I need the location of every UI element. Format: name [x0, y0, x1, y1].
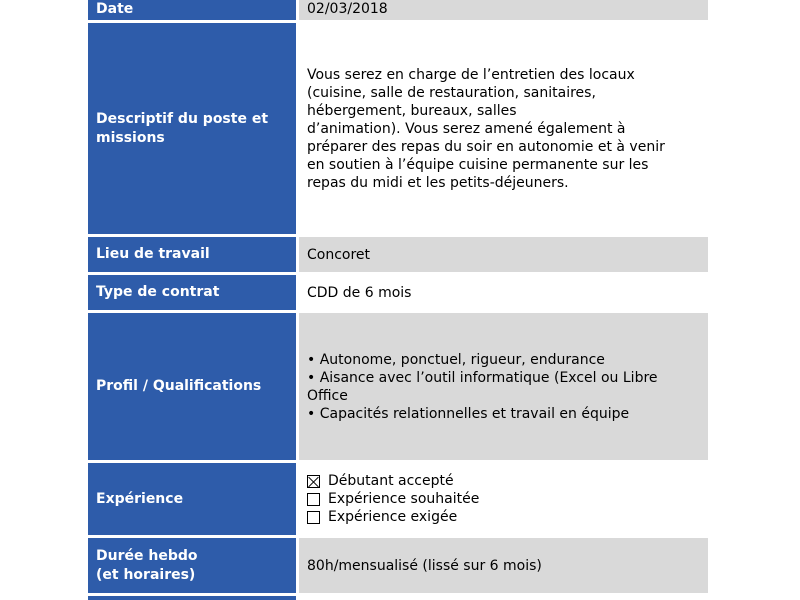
experience-option-exigee[interactable] [307, 508, 479, 526]
label-contrat: Type de contrat [88, 275, 296, 310]
profil-bullet: • Aisance avec l’outil informatique (Excel ou Libre Office [307, 369, 658, 404]
label-description: Descriptif du poste et missions [88, 23, 296, 234]
label-profil: Profil / Qualifications [88, 313, 296, 460]
value-date: 02/03/2018 [299, 0, 708, 20]
profil-bullet: • Capacités relationnelles et travail en équipe [307, 405, 630, 422]
row-description [88, 20, 708, 234]
value-profil [299, 313, 708, 460]
row-contrat [88, 272, 708, 310]
experience-checklist [307, 472, 479, 526]
unchecked-box-icon[interactable] [307, 493, 320, 506]
checked-box-icon[interactable] [307, 475, 320, 488]
label-lieu: Lieu de travail [88, 237, 296, 272]
row-next [88, 593, 708, 600]
unchecked-box-icon[interactable] [307, 511, 320, 524]
label-experience: Expérience [88, 463, 296, 535]
experience-option-debutant[interactable] [307, 472, 479, 490]
value-description: Vous serez en charge de l’entretien des locaux (cuisine, salle de restauration, sanitaires, hébergement, bureaux, salles d’animation). Vous serez amené également à préparer des repas du soir en autonomie et à venir en soutien à l’équipe cuisine permanente sur les repas du midi et les petits-déjeuners. [299, 23, 708, 234]
row-profil [88, 310, 708, 460]
profil-bullet-list [307, 351, 658, 423]
label-date: Date [88, 0, 296, 20]
option-label: Expérience exigée [328, 509, 458, 525]
value-contrat: CDD de 6 mois [299, 275, 708, 310]
label-next [88, 596, 296, 600]
value-experience [299, 463, 708, 535]
profil-bullet: • Autonome, ponctuel, rigueur, endurance [307, 351, 605, 368]
value-lieu: Concoret [299, 237, 708, 272]
option-label: Débutant accepté [328, 473, 454, 489]
row-date [88, 0, 708, 20]
row-duree [88, 535, 708, 593]
job-offer-table [88, 0, 708, 600]
row-experience [88, 460, 708, 535]
row-lieu [88, 234, 708, 272]
value-next [299, 596, 708, 600]
value-duree: 80h/mensualisé (lissé sur 6 mois) [299, 538, 708, 593]
option-label: Expérience souhaitée [328, 491, 480, 507]
experience-option-souhaitee[interactable] [307, 490, 479, 508]
label-duree: Durée hebdo (et horaires) [88, 538, 296, 593]
